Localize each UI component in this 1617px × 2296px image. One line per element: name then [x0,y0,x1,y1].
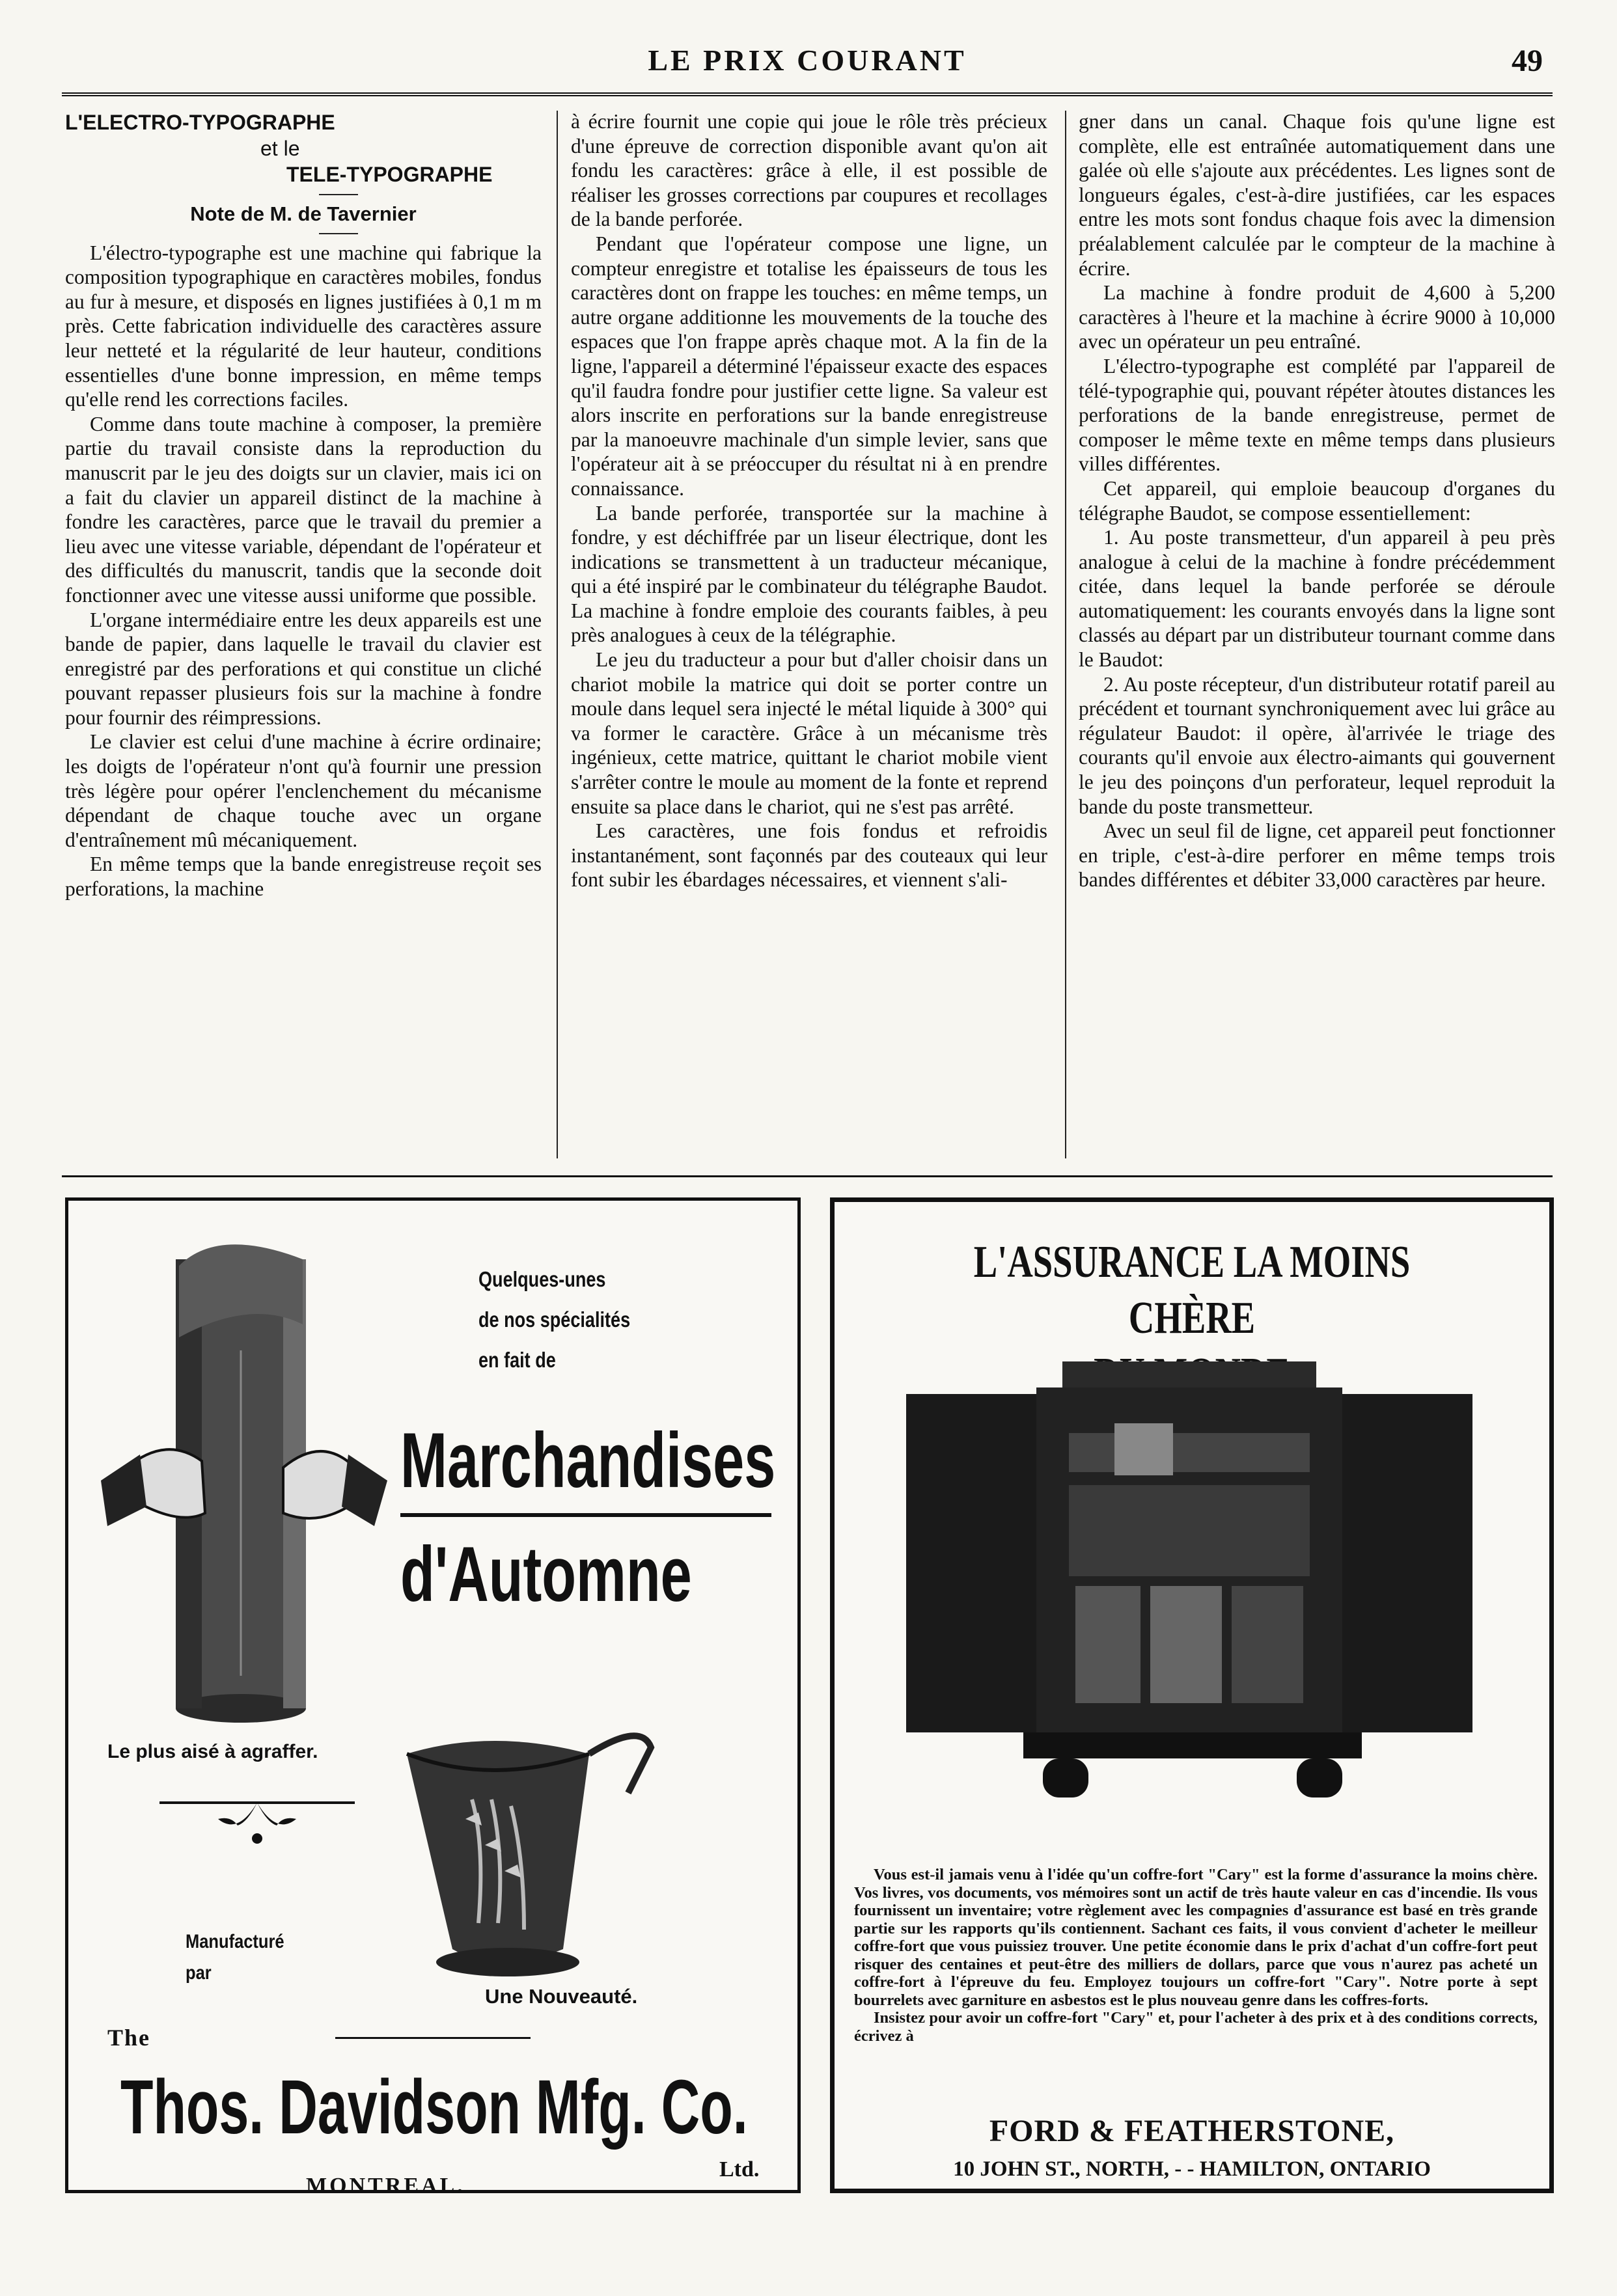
cary-paragraph: Vous est-il jamais venu à l'idée qu'un coffre-fort "Cary" est la forme d'assurance la moins chère. Vos livres, vos documents, vos mémoires sont un actif de très haute valeur en cas d'incendie. Ils vous fournissent un inventaire; votre règlement avec les compagnies d'assurance est basé en très grande partie sur les rapports qu'ils contiennent. Sachant ces faits, il vous convient d'acheter le meilleur coffre-fort que vous puissiez trouver. Une petite économie dans le prix d'achat d'un coffre-fort peut risquer des centaines et peut-être des milliers de dollars, parce que vous n'aurez pas acheté un coffre-fort à l'épreuve du feu. Employez toujours un coffre-fort "Cary". Notre porte à sept bourrelets avec garniture en asbestos est le plus nouveau genre dans les coffres-forts. [854,1866,1538,2009]
headline-automne: d'Automne [400,1531,692,1618]
specialites-line: en fait de [478,1348,556,1372]
headline-rule [400,1513,771,1517]
manufacture-line: Manufacturé [186,1931,284,1952]
specialites-line: Quelques-unes [478,1267,606,1291]
cary-body [854,1866,1538,2045]
paragraph: L'organe intermédiaire entre les deux appareils est une bande de papier, dans laquelle le travail du clavier est enregistré par des perforations et qui constitue un cliché pouvant repasser plusieurs fois sur la machine à fondre pour fournir des réimpressions. [65,608,542,729]
company-name: Thos. Davidson Mfg. Co. [120,2064,748,2150]
section-rule [62,1175,1553,1177]
cary-company: FORD & FEATHERSTONE, [989,2114,1395,2148]
byline-rule [319,233,358,234]
caption-agraffer: Le plus aisé à agraffer. [107,1741,318,1762]
company-city: MONTREAL. [306,2174,465,2198]
cary-paragraph: Insistez pour avoir un coffre-fort "Cary" et, pour l'acheter à des prix et à des conditions corrects, écrivez à [854,2009,1538,2045]
ornament-icon [159,1790,355,1848]
manufacture-text [186,1926,284,1989]
article-column-3 [1079,109,1555,892]
paragraph: Pendant que l'opérateur compose une ligne, un compteur enregistre et totalise les épaisseurs de tous les caractères dont on frappe les touches: en même temps, un autre organe additionne les mouvements de la touche des espaces que l'on frappe après chaque mot. A la fin de la ligne, l'appareil a déterminé l'épaisseur exacte des espaces qu'il faudra fondre pour justifier cette ligne. Sa valeur est alors inscrite en perforations sur la bande enregistreuse par la manoeuvre machinale d'un simple levier, sans que l'opérateur ait à se préoccuper du résultat ni à en prendre connaissance. [571,232,1048,500]
cary-headline-line1: L'ASSURANCE LA MOINS CHÈRE [973,1237,1411,1343]
paragraph: Avec un seul fil de ligne, cet appareil peut fonctionner en triple, c'est-à-dire perforer en même temps trois bandes différentes et débiter 33,000 caractères par heure. [1079,819,1555,892]
paragraph: 1. Au poste transmetteur, d'un appareil à peu près analogue à celui de la machine à fondre précédemment citée, dans lequel la bande perforée se déroule automatiquement: les courants envoyés dans la ligne sont classés au départ par un distributeur tournant comme dans le Baudot: [1079,526,1555,672]
paragraph: En même temps que la bande enregistreuse reçoit ses perforations, la machine [65,853,542,901]
paragraph: La machine à fondre produit de 4,600 à 5,200 caractères à l'heure et la machine à écrire 9000 à 10,000 avec un opérateur un peu entraîné. [1079,281,1555,353]
article-title-line3: TELE-TYPOGRAPHE [286,163,493,186]
company-ltd: Ltd. [719,2157,760,2181]
paragraph: à écrire fournit une copie qui joue le rôle très précieux d'une épreuve de correction disponible avant qu'on ait fondu les caractères: grâce à elle, il est possible de réaliser les grosses corrections par coupures et recollages de la bande perforée. [571,110,1047,231]
article-column-2 [571,109,1047,892]
article-title-line1: L'ELECTRO-TYPOGRAPHE [65,111,335,134]
paragraph: Le clavier est celui d'une machine à écrire ordinaire; les doigts de l'opérateur n'ont qu'à fournir une pression très légère pour opérer l'enclenchement du mécanisme dépendant de chaque touche avec un organe d'entraînement mû mécaniquement. [65,730,542,851]
specialites-text [478,1259,630,1380]
advertisement-davidson [65,1197,801,2198]
coal-scuttle-illustration [394,1715,667,1988]
company-the: The [107,2025,151,2051]
paragraph: gner dans un canal. Chaque fois qu'une ligne est complète, elle est entraînée automatiquement dans une galée où elle s'ajoute aux précédentes. Les lignes sont de longueurs égales, c'est-à-dire justifiées, car les espaces entre les mots sont fondus chaque fois avec la dimension préalablement calculée par le compteur de la machine à écrire. [1079,110,1555,280]
paragraph: La bande perforée, transportée sur la machine à fondre, y est déchiffrée par un liseur électrique, dont les indications se transmettent à un traducteur mécanique, qui a été inspiré par le combinateur du télégraphe Baudot. La machine à fondre emploie des courants faibles, à peu près analogues à ceux de la télégraphie. [571,501,1047,647]
article-byline: Note de M. de Tavernier [190,202,417,225]
journal-title: LE PRIX COURANT [648,44,967,77]
article-title-line2: et le [260,137,300,160]
paragraph: Comme dans toute machine à composer, la première partie du travail consiste dans la reproduction du manuscrit par le jeu des doigts sur un clavier, mais ici on a fait du clavier un appareil distinct de la machine à fondre les caractères, parce que le travail du premier a lieu avec une vitesse variable, dépendant de l'opérateur et des difficultés du manuscrit, tandis que la seconde doit fonctionner avec une vitesse aussi uniforme que possible. [65,412,542,607]
paragraph: Cet appareil, qui emploie beaucoup d'organes du télégraphe Baudot, se compose essentiellement: [1079,476,1555,525]
article-column-1 [65,109,542,901]
header-rule [62,92,1553,96]
cary-address: 10 JOHN ST., NORTH, - - HAMILTON, ONTARIO [953,2157,1431,2181]
caption-nouveaute: Une Nouveauté. [485,1985,638,2008]
paragraph: Les caractères, une fois fondus et refroidis instantanément, sont façonnés par des couteaux qui leur font subir les ébardages nécessaires, et viennent s'ali- [571,819,1047,892]
advertisement-cary [830,1197,1554,2193]
page-number: 49 [1512,44,1543,78]
page-header [59,39,1556,91]
ad-rule [335,2037,531,2039]
paragraph: 2. Au poste récepteur, d'un distributeur rotatif pareil au précédent et tournant synchroniquement avec lui grâce au régulateur Baudot: il opère, àl'arrivée le triage des courants qu'il envoie aux électro-aimants qui gouvernent le jeu des poinçons d'un perforateur, lequel reproduit la bande du poste transmetteur. [1079,672,1555,818]
specialites-line: de nos spécialités [478,1307,631,1332]
stove-pipe-illustration [88,1220,394,1741]
manufacture-line: par [186,1962,212,1984]
paragraph: L'électro-typographe est une machine qui fabrique la composition typographique en caractères mobiles, fondus au fur à mesure, et disposés en lignes justifiées à 0,1 m m près. Cette fabrication individuelle des caractères assure leur netteté et la régularité de leur hauteur, conditions essentielles d'une bonne impression, en même temps qu'elle rend les corrections faciles. [65,241,542,411]
paragraph: Le jeu du traducteur a pour but d'aller choisir dans un chariot mobile la matrice qui doit se porter contre un moule dans lequel sera injecté le métal liquide à 300° qui va former le caractère. Grâce à un mécanisme très ingénieux, cette matrice, quittant le chariot mobile vient s'arrêter contre le moule au moment de la fonte et reprend ensuite sa place dans le chariot, qui ne s'est pas arrêté. [571,648,1047,818]
column-divider [1065,111,1066,1158]
column-divider [557,111,558,1158]
title-rule [319,194,358,195]
safe-illustration [906,1361,1472,1817]
paragraph: L'électro-typographe est complété par l'appareil de télé-typographie qui, pouvant répéter àtoutes distances les perforations de la bande enregistreuse, permet de composer le même texte en même temps dans plusieurs villes différentes. [1079,354,1555,476]
headline-marchandises: Marchandises [400,1417,776,1504]
